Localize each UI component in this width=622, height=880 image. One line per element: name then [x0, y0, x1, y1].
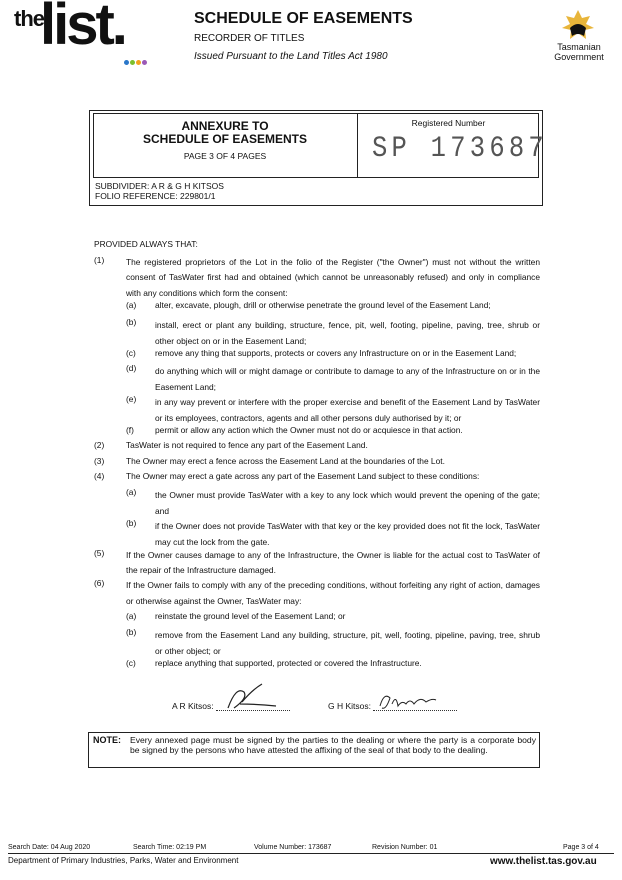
website-link[interactable]: www.thelist.tas.gov.au [490, 856, 597, 867]
logo-dot [124, 60, 129, 65]
logo-dot [136, 60, 141, 65]
document-title: SCHEDULE OF EASEMENTS [194, 10, 413, 27]
signature-label: G H Kitsos: [328, 701, 371, 711]
document-subtitle: RECORDER OF TITLES [194, 33, 305, 44]
clause-text: The Owner may erect a gate across any part of the Easement Land subject to these conditions: [126, 471, 480, 481]
registered-number: SP 173687 [372, 132, 548, 166]
item-text: remove any thing that supports, protects or covers any Infrastructure on or in the Easement Land; [155, 348, 517, 358]
tasmanian-government-crest-icon [556, 6, 600, 44]
note-label: NOTE: [93, 735, 121, 745]
item-text: replace anything that supported, protected or covered the Infrastructure. [155, 658, 422, 668]
annexure-page: PAGE 3 OF 4 PAGES [183, 151, 267, 161]
annexure-title-line2: SCHEDULE OF EASEMENTS [142, 132, 307, 146]
item-text: alter, excavate, plough, drill or otherwise penetrate the ground level of the Easement Land; [155, 300, 491, 310]
signature-scribble-right [376, 690, 446, 714]
volume-number: Volume Number: 173687 [254, 844, 332, 851]
item-number: (f) [126, 425, 134, 435]
footer-rule [8, 853, 614, 854]
item-number: (a) [126, 487, 137, 497]
clause-text: If the Owner causes damage to any of the Infrastructure, the Owner is liable for the actual cost to TasWater of the repair of the Infrastructure damaged. [126, 550, 540, 575]
item-text: do anything which will or might damage or contribute to damage to any of the Infrastructure on or in the Easement Land; [155, 366, 540, 392]
registered-number-label: Registered Number [411, 118, 486, 128]
clause-number: (3) [94, 456, 105, 466]
clause-number: (4) [94, 471, 105, 481]
item-number: (c) [126, 658, 136, 668]
page-number: Page 3 of 4 [563, 844, 599, 851]
search-time: Search Time: 02:19 PM [133, 844, 207, 851]
clause-number: (2) [94, 440, 105, 450]
logo-dots [124, 52, 154, 58]
annexure-title [94, 120, 356, 146]
item-number: (c) [126, 348, 136, 358]
annexure-title-line1: ANNEXURE TO [181, 119, 269, 133]
item-text: remove from the Easement Land any building, structure, pit, well, footing, pipeline, paving, tree, shrub or other object; or [155, 630, 540, 656]
department-name: Department of Primary Industries, Parks, Water and Environment [8, 856, 239, 865]
clause-number: (1) [94, 255, 105, 265]
clause-number: (5) [94, 548, 105, 558]
item-text: if the Owner does not provide TasWater with that key or the key provided does not fit the lock, TasWater may cut the lock from the gate. [155, 521, 540, 547]
document-act: Issued Pursuant to the Land Titles Act 1980 [194, 51, 388, 62]
item-number: (d) [126, 363, 137, 373]
item-number: (a) [126, 300, 137, 310]
signature-label: A R Kitsos: [172, 701, 214, 711]
signature-scribble-left [222, 682, 282, 712]
government-label [548, 42, 610, 62]
logo-the: the [14, 6, 44, 31]
revision-number: Revision Number: 01 [372, 844, 438, 851]
search-date: Search Date: 04 Aug 2020 [8, 844, 91, 851]
clause-number: (6) [94, 578, 105, 588]
clause-text: If the Owner fails to comply with any of the preceding conditions, without forfeiting any right of action, damages or otherwise against the Owner, TasWater may: [126, 580, 540, 606]
government-label-line1: Tasmanian [557, 42, 601, 52]
government-label-line2: Government [554, 52, 604, 62]
subdivider: SUBDIVIDER: A R & G H KITSOS [95, 181, 224, 191]
clause-text: The registered proprietors of the Lot in the folio of the Register ("the Owner") must not without the written consent of TasWater first had and obtained (which cannot be unreasonably refused) and only in compliance with any conditions which form the consent: [126, 257, 540, 298]
clause-text: The Owner may erect a fence across the Easement Land at the boundaries of the Lot. [126, 456, 445, 466]
provided-intro: PROVIDED ALWAYS THAT: [94, 239, 198, 249]
clause-text: TasWater is not required to fence any part of the Easement Land. [126, 440, 368, 450]
item-text: reinstate the ground level of the Easement Land; or [155, 611, 346, 621]
item-number: (e) [126, 394, 137, 404]
item-text: the Owner must provide TasWater with a key to any lock which would prevent the opening of the gate; and [155, 490, 540, 516]
logo-dot [130, 60, 135, 65]
item-number: (b) [126, 627, 137, 637]
item-text: permit or allow any action which the Owner must not do or acquiesce in that action. [155, 425, 463, 435]
item-number: (b) [126, 317, 137, 327]
subdivider-info [95, 181, 224, 201]
note-text: Every annexed page must be signed by the parties to the dealing or where the party is a corporate body be signed by the persons who have attested the affixing of the seal of that body to the dealing. [130, 735, 536, 755]
item-number: (a) [126, 611, 137, 621]
item-number: (b) [126, 518, 137, 528]
folio-reference: FOLIO REFERENCE: 229801/1 [95, 191, 216, 201]
logo-list: list. [40, 0, 125, 57]
item-text: install, erect or plant any building, structure, fence, pit, well, footing, pipeline, paving, tree, shrub or other object on or in the Easement Land; [155, 320, 540, 346]
logo-dot [142, 60, 147, 65]
item-text: in any way prevent or interfere with the proper exercise and benefit of the Easement Land by TasWater or its employees, contractors, agents and all other persons duly authorised by it; or [155, 397, 540, 423]
